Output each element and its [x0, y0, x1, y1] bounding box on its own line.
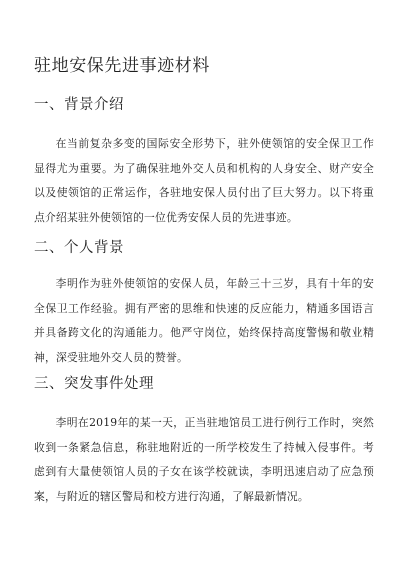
section-heading: 三、突发事件处理 [34, 376, 154, 392]
section-background [34, 95, 374, 230]
section-heading: 一、背景介绍 [34, 97, 124, 113]
section-personal-background [34, 238, 374, 370]
section-emergency-handling [34, 374, 374, 509]
section-heading: 二、个人背景 [34, 240, 124, 256]
section-paragraph: 李明在2019年的某一天，正当驻地馆员工进行例行工作时，突然收到一条紧急信息，称驻地附近的一所学校发生了持械入侵事件。考虑到有大量使领馆人员的子女在该学校就读，李明迅速启动了应急预案，与附近的辖区警局和校方进行沟通，了解最新情况。 [34, 416, 374, 503]
document-title: 驻地安保先进事迹材料 [34, 56, 210, 77]
section-paragraph: 在当前复杂多变的国际安全形势下，驻外使领馆的安全保卫工作显得尤为重要。为了确保驻地外交人员和机构的人身安全、财产安全以及使领馆的正常运作，各驻地安保人员付出了巨大努力。以下将重点介绍某驻外使领馆的一位优秀安保人员的先进事迹。 [34, 137, 374, 224]
section-paragraph: 李明作为驻外使领馆的安保人员，年龄三十三岁，具有十年的安全保卫工作经验。拥有严密的思维和快速的反应能力，精通多国语言并具备跨文化的沟通能力。他严守岗位，始终保持高度警惕和敬业精神，深受驻地外交人员的赞誉。 [34, 277, 374, 364]
